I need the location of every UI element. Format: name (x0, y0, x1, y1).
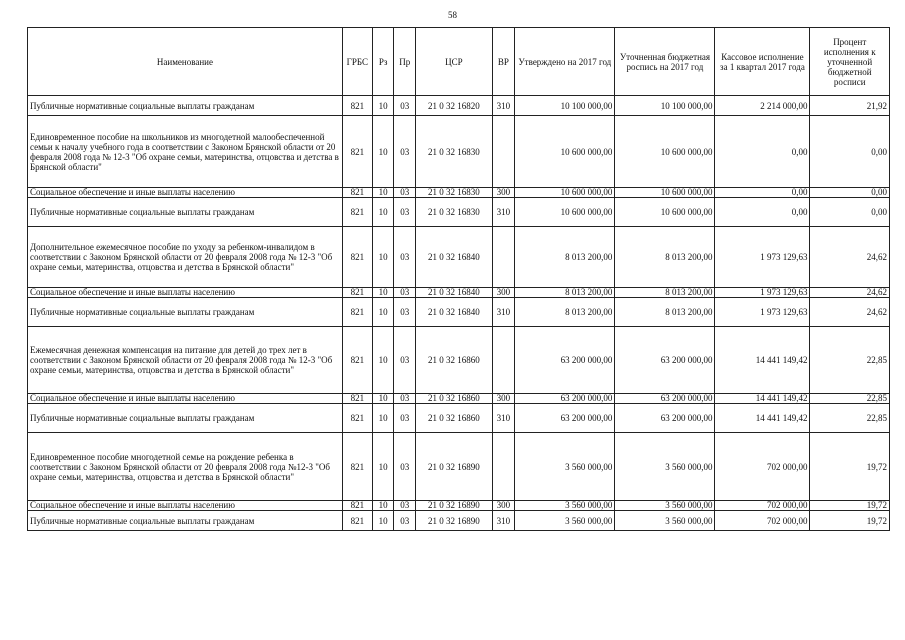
cell-csr: 21 0 32 16860 (416, 394, 492, 404)
cell-cash: 14 441 149,42 (715, 404, 810, 433)
cell-csr: 21 0 32 16830 (416, 188, 492, 198)
cell-grbs: 821 (342, 404, 372, 433)
table-row (28, 298, 890, 327)
table-row (28, 96, 890, 116)
cell-approved: 10 600 000,00 (515, 116, 615, 188)
cell-name: Ежемесячная денежная компенсация на питание для детей до трех лет в соответствии с Законом Брянской области от 20 февраля 2008 года № 12-3 "Об охране семьи, материнства, отцовства и детства в Брянской области" (28, 327, 343, 394)
cell-cash: 0,00 (715, 116, 810, 188)
cell-cash: 702 000,00 (715, 433, 810, 501)
cell-percent: 19,72 (810, 501, 890, 511)
table-row (28, 394, 890, 404)
cell-rz: 10 (372, 188, 394, 198)
cell-name: Социальное обеспечение и иные выплаты населению (28, 394, 343, 404)
cell-csr: 21 0 32 16830 (416, 198, 492, 227)
cell-name: Социальное обеспечение и иные выплаты населению (28, 288, 343, 298)
cell-rz: 10 (372, 511, 394, 531)
cell-grbs: 821 (342, 188, 372, 198)
cell-pr: 03 (394, 198, 416, 227)
cell-cash: 14 441 149,42 (715, 394, 810, 404)
cell-refined: 3 560 000,00 (615, 433, 715, 501)
cell-name: Публичные нормативные социальные выплаты гражданам (28, 511, 343, 531)
table-row (28, 288, 890, 298)
cell-rz: 10 (372, 501, 394, 511)
cell-pr: 03 (394, 227, 416, 288)
cell-vr (492, 227, 515, 288)
cell-vr (492, 433, 515, 501)
table-row (28, 511, 890, 531)
cell-cash: 1 973 129,63 (715, 298, 810, 327)
cell-csr: 21 0 32 16860 (416, 404, 492, 433)
table-header-row (28, 28, 890, 96)
header-approved: Утверждено на 2017 год (515, 28, 615, 96)
cell-refined: 8 013 200,00 (615, 288, 715, 298)
cell-approved: 10 600 000,00 (515, 188, 615, 198)
header-refined: Уточненная бюджетная роспись на 2017 год (615, 28, 715, 96)
cell-pr: 03 (394, 404, 416, 433)
cell-percent: 22,85 (810, 404, 890, 433)
cell-grbs: 821 (342, 198, 372, 227)
cell-rz: 10 (372, 288, 394, 298)
header-name: Наименование (28, 28, 343, 96)
cell-grbs: 821 (342, 288, 372, 298)
cell-pr: 03 (394, 433, 416, 501)
cell-cash: 0,00 (715, 188, 810, 198)
header-csr: ЦСР (416, 28, 492, 96)
cell-rz: 10 (372, 404, 394, 433)
cell-grbs: 821 (342, 116, 372, 188)
cell-name: Единовременное пособие на школьников из многодетной малообеспеченной семьи к началу учебного года в соответствии с Законом Брянской области от 20 февраля 2008 года № 12-3 "Об охране семьи, материнства, отцовства и детства в Брянской области" (28, 116, 343, 188)
cell-pr: 03 (394, 298, 416, 327)
cell-refined: 10 600 000,00 (615, 188, 715, 198)
cell-percent: 19,72 (810, 511, 890, 531)
cell-percent: 24,62 (810, 288, 890, 298)
cell-name: Публичные нормативные социальные выплаты гражданам (28, 96, 343, 116)
cell-rz: 10 (372, 116, 394, 188)
cell-percent: 21,92 (810, 96, 890, 116)
cell-grbs: 821 (342, 227, 372, 288)
cell-approved: 10 600 000,00 (515, 198, 615, 227)
cell-pr: 03 (394, 116, 416, 188)
cell-approved: 3 560 000,00 (515, 511, 615, 531)
header-pr: Пр (394, 28, 416, 96)
cell-name: Социальное обеспечение и иные выплаты населению (28, 501, 343, 511)
cell-grbs: 821 (342, 433, 372, 501)
cell-vr: 310 (492, 198, 515, 227)
cell-percent: 0,00 (810, 188, 890, 198)
cell-percent: 0,00 (810, 116, 890, 188)
cell-rz: 10 (372, 298, 394, 327)
table-row (28, 227, 890, 288)
cell-name: Публичные нормативные социальные выплаты гражданам (28, 298, 343, 327)
cell-approved: 63 200 000,00 (515, 404, 615, 433)
table-row (28, 501, 890, 511)
cell-vr (492, 327, 515, 394)
cell-cash: 14 441 149,42 (715, 327, 810, 394)
cell-pr: 03 (394, 511, 416, 531)
cell-pr: 03 (394, 327, 416, 394)
cell-name: Дополнительное ежемесячное пособие по уходу за ребенком-инвалидом в соответствии с Законом Брянской области от 20 февраля 2008 года № 12-3 "Об охране семьи, материнства, отцовства и детства в Брянской области" (28, 227, 343, 288)
cell-cash: 702 000,00 (715, 511, 810, 531)
cell-refined: 10 100 000,00 (615, 96, 715, 116)
cell-pr: 03 (394, 501, 416, 511)
cell-rz: 10 (372, 327, 394, 394)
header-cash: Кассовое исполнение за 1 квартал 2017 года (715, 28, 810, 96)
cell-rz: 10 (372, 227, 394, 288)
cell-name: Публичные нормативные социальные выплаты гражданам (28, 198, 343, 227)
cell-cash: 1 973 129,63 (715, 288, 810, 298)
cell-csr: 21 0 32 16840 (416, 227, 492, 288)
cell-vr: 300 (492, 394, 515, 404)
cell-csr: 21 0 32 16890 (416, 511, 492, 531)
cell-rz: 10 (372, 394, 394, 404)
cell-approved: 10 100 000,00 (515, 96, 615, 116)
cell-csr: 21 0 32 16840 (416, 288, 492, 298)
cell-refined: 10 600 000,00 (615, 116, 715, 188)
cell-name: Публичные нормативные социальные выплаты гражданам (28, 404, 343, 433)
cell-vr: 310 (492, 511, 515, 531)
cell-grbs: 821 (342, 298, 372, 327)
cell-grbs: 821 (342, 327, 372, 394)
table-row (28, 198, 890, 227)
cell-percent: 22,85 (810, 394, 890, 404)
cell-approved: 8 013 200,00 (515, 298, 615, 327)
table-row (28, 404, 890, 433)
cell-refined: 3 560 000,00 (615, 501, 715, 511)
cell-cash: 0,00 (715, 198, 810, 227)
cell-pr: 03 (394, 188, 416, 198)
header-vr: ВР (492, 28, 515, 96)
table-row (28, 433, 890, 501)
cell-pr: 03 (394, 96, 416, 116)
cell-grbs: 821 (342, 394, 372, 404)
cell-csr: 21 0 32 16860 (416, 327, 492, 394)
cell-refined: 8 013 200,00 (615, 298, 715, 327)
cell-vr (492, 116, 515, 188)
cell-csr: 21 0 32 16820 (416, 96, 492, 116)
cell-rz: 10 (372, 198, 394, 227)
cell-grbs: 821 (342, 501, 372, 511)
cell-refined: 63 200 000,00 (615, 327, 715, 394)
budget-execution-table (27, 27, 890, 531)
cell-cash: 2 214 000,00 (715, 96, 810, 116)
header-grbs: ГРБС (342, 28, 372, 96)
cell-name: Единовременное пособие многодетной семье на рождение ребенка в соответствии с Законом Брянской области от 20 февраля 2008 года №12-3 "Об охране семьи, материнства, отцовства и детства в Брянской области" (28, 433, 343, 501)
cell-cash: 702 000,00 (715, 501, 810, 511)
table-row (28, 116, 890, 188)
cell-refined: 63 200 000,00 (615, 404, 715, 433)
cell-csr: 21 0 32 16890 (416, 501, 492, 511)
cell-approved: 63 200 000,00 (515, 394, 615, 404)
cell-csr: 21 0 32 16890 (416, 433, 492, 501)
table-row (28, 188, 890, 198)
cell-approved: 3 560 000,00 (515, 501, 615, 511)
header-percent: Процент исполнения к уточненной бюджетной росписи (810, 28, 890, 96)
cell-vr: 310 (492, 96, 515, 116)
cell-grbs: 821 (342, 511, 372, 531)
cell-percent: 0,00 (810, 198, 890, 227)
cell-cash: 1 973 129,63 (715, 227, 810, 288)
cell-grbs: 821 (342, 96, 372, 116)
cell-name: Социальное обеспечение и иные выплаты населению (28, 188, 343, 198)
cell-vr: 300 (492, 288, 515, 298)
cell-percent: 22,85 (810, 327, 890, 394)
cell-refined: 8 013 200,00 (615, 227, 715, 288)
cell-rz: 10 (372, 96, 394, 116)
header-rz: Рз (372, 28, 394, 96)
cell-pr: 03 (394, 288, 416, 298)
cell-approved: 63 200 000,00 (515, 327, 615, 394)
cell-pr: 03 (394, 394, 416, 404)
cell-vr: 300 (492, 501, 515, 511)
cell-rz: 10 (372, 433, 394, 501)
cell-refined: 3 560 000,00 (615, 511, 715, 531)
cell-csr: 21 0 32 16830 (416, 116, 492, 188)
cell-percent: 24,62 (810, 227, 890, 288)
page-number: 58 (448, 10, 457, 20)
cell-vr: 310 (492, 298, 515, 327)
cell-refined: 10 600 000,00 (615, 198, 715, 227)
cell-vr: 300 (492, 188, 515, 198)
cell-percent: 24,62 (810, 298, 890, 327)
cell-approved: 8 013 200,00 (515, 227, 615, 288)
table-row (28, 327, 890, 394)
cell-refined: 63 200 000,00 (615, 394, 715, 404)
cell-approved: 8 013 200,00 (515, 288, 615, 298)
cell-csr: 21 0 32 16840 (416, 298, 492, 327)
cell-percent: 19,72 (810, 433, 890, 501)
cell-vr: 310 (492, 404, 515, 433)
cell-approved: 3 560 000,00 (515, 433, 615, 501)
